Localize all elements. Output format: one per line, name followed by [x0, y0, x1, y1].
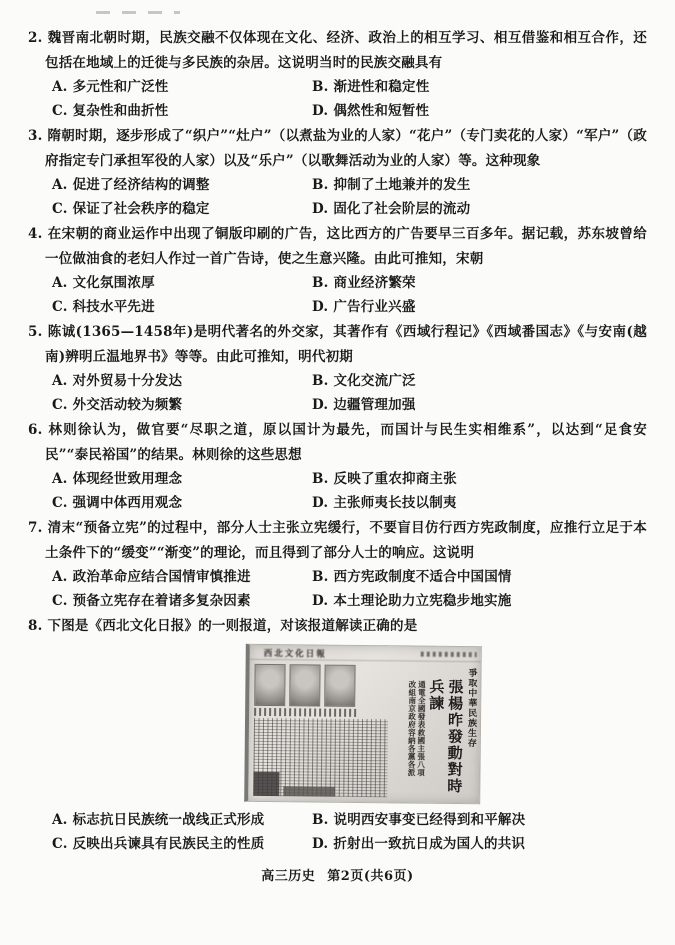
option-b: B. 反映了重农抑商主张: [312, 471, 457, 487]
dark-print-block: [283, 786, 335, 797]
question-4: [28, 222, 647, 319]
options-grid: [52, 467, 647, 515]
question-number: 2.: [28, 30, 43, 46]
option-c: C. 强调中体西用观念: [52, 495, 183, 511]
question-stem: 隋朝时期，逐步形成了“织户”“灶户”（以煮盐为业的人家）“花户”（专门卖花的人家）“军户”（政府指定专门承担军役的人家）以及“乐户”（以歌舞活动为业的人家）等。这种现象: [45, 128, 647, 169]
question-number: 8.: [28, 618, 43, 634]
question-number: 4.: [28, 226, 43, 242]
question-7: [28, 516, 647, 613]
question-stem: 魏晋南北朝时期，民族交融不仅体现在文化、经济、政治上的相互学习、相互借鉴和相互合作，还包括在地域上的迁徙与多民族的杂居。这说明当时的民族交融具有: [45, 30, 647, 71]
question-stem: 陈诚(1365—1458年)是明代著名的外交家，其著作有《西域行程记》《西域番国志》《与安南(越南)辨明丘温地界书》等等。由此可推知，明代初期: [45, 324, 647, 365]
newspaper-title: 西北文化日報: [263, 647, 327, 659]
option-d: D. 广告行业兴盛: [312, 299, 416, 315]
option-a: A. 文化氛围浓厚: [52, 275, 155, 291]
newspaper-left-column: [248, 659, 392, 801]
option-c: C. 保证了社会秩序的稳定: [52, 201, 210, 217]
newspaper-masthead: [250, 644, 481, 661]
question-number: 7.: [28, 520, 43, 536]
subheadline-2: 改組南京政府容納各黨各派: [406, 679, 417, 777]
question-6: [28, 418, 647, 515]
dark-print-block: [253, 771, 279, 795]
options-grid: [52, 565, 647, 613]
portrait-photo-1: [254, 663, 285, 705]
subheadline-1: 通電全國發表救國主張八項: [416, 680, 427, 777]
question-stem: 下图是《西北文化日报》的一则报道，对该报道解读正确的是: [47, 618, 418, 634]
option-a: A. 多元性和广泛性: [52, 79, 169, 95]
option-b: B. 抑制了土地兼并的发生: [312, 177, 471, 193]
option-b: B. 文化交流广泛: [312, 373, 416, 389]
page-footer: [28, 865, 647, 884]
question-number: 3.: [28, 128, 43, 144]
option-d: D. 主张师夷长技以制夷: [312, 495, 457, 511]
footer-page-number: 第2页(共6页): [327, 868, 414, 884]
newspaper-dateline: [421, 651, 477, 657]
question-number: 6.: [28, 422, 43, 438]
question-stem: 清末“预备立宪”的过程中，部分人士主张立宪缓行，不要盲目仿行西方宪政制度，应推行立足于本土条件下的“缓变”“渐变”的理论，而且得到了部分人士的响应。这说明: [45, 520, 647, 561]
option-d: D. 边疆管理加强: [312, 397, 416, 413]
question-5: [28, 320, 647, 417]
option-d: D. 折射出一致抗日成为国人的共识: [312, 835, 526, 852]
options-grid: [52, 808, 647, 856]
portrait-photo-3: [324, 664, 355, 706]
question-stem: 林则徐认为，做官要“尽职之道，原以国计为最先，而国计与民生实相维系”，以达到“足食安民”“泰民裕国”的结果。林则徐的这些思想: [45, 422, 647, 463]
option-b: B. 说明西安事变已经得到和平解决: [312, 811, 526, 828]
question-number: 5.: [28, 324, 43, 340]
footer-subject: 高三历史: [261, 868, 316, 884]
question-2: [28, 26, 647, 123]
portrait-photos: [254, 663, 390, 706]
newspaper-body: [248, 659, 480, 802]
option-a: A. 体现经世致用理念: [52, 471, 183, 487]
options-grid: [52, 369, 647, 417]
option-d: D. 固化了社会阶层的流动: [312, 201, 471, 217]
question-8: [28, 614, 647, 856]
option-b: B. 商业经济繁荣: [312, 275, 416, 291]
option-a: A. 政治革命应结合国情审慎推进: [52, 569, 251, 585]
photo-caption: [254, 707, 358, 716]
portrait-photo-2: [289, 664, 320, 706]
newspaper-headlines: [391, 661, 480, 803]
option-c: C. 复杂性和曲折性: [52, 103, 169, 119]
question-3: [28, 124, 647, 221]
headline-kicker: 爭取中華民族生存: [465, 667, 477, 748]
option-a: A. 促进了经济结构的调整: [52, 177, 210, 193]
options-grid: [52, 173, 647, 221]
option-c: C. 反映出兵谏具有民族民主的性质: [52, 835, 265, 852]
scan-artifact: [96, 11, 180, 14]
option-c: C. 科技水平先进: [52, 299, 155, 315]
option-b: B. 渐进性和稳定性: [312, 79, 430, 95]
option-b: B. 西方宪政制度不适合中国国情: [312, 569, 512, 585]
options-grid: [52, 271, 647, 319]
article-text-columns: [253, 717, 388, 796]
headline-main: 張楊昨發動對時兵諫: [427, 678, 465, 795]
option-a: A. 对外贸易十分发达: [52, 373, 183, 389]
option-d: D. 本土理论助力立宪稳步地实施: [312, 593, 512, 609]
options-grid: [52, 75, 647, 123]
option-d: D. 偶然性和短暂性: [312, 103, 430, 119]
question-stem: 在宋朝的商业运作中出现了铜版印刷的广告，这比西方的广告要早三百多年。据记载，苏东坡曾给一位做油食的老妇人作过一首广告诗，使之生意兴隆。由此可推知，宋朝: [45, 226, 647, 267]
option-a: A. 标志抗日民族统一战线正式形成: [52, 811, 265, 828]
option-c: C. 外交活动较为频繁: [52, 397, 183, 413]
newspaper-clipping: [244, 643, 482, 803]
option-c: C. 预备立宪存在着诸多复杂因素: [52, 593, 251, 609]
